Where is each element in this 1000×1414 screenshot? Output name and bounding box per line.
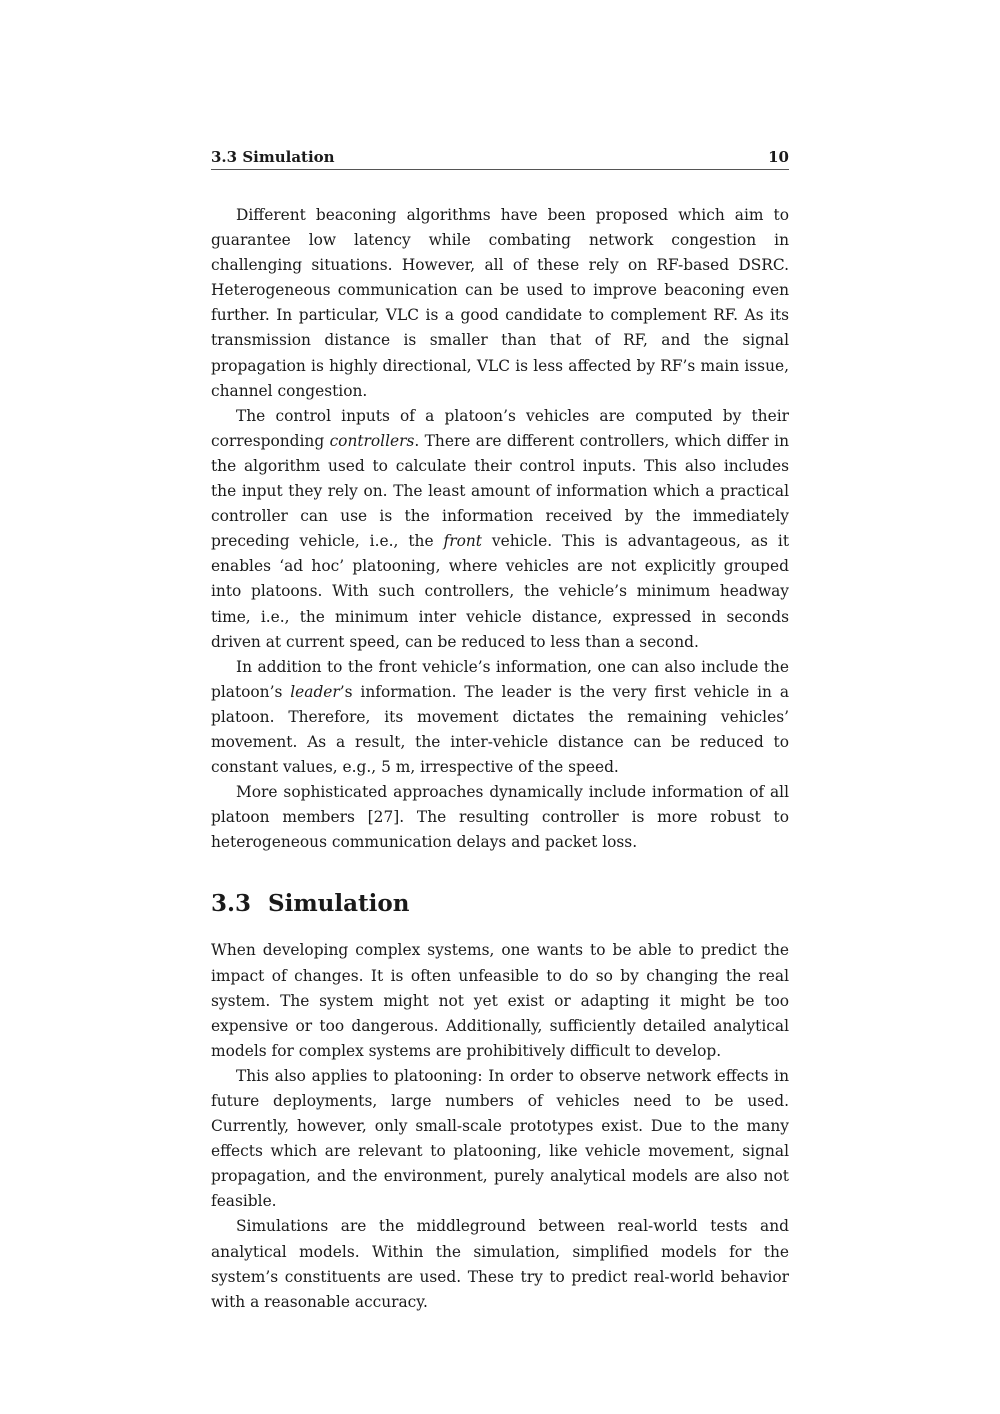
text-run: ’s information. The leader is the very first vehicle in a platoon. Therefore, its movement dictates the remaining vehicles’ movement. As a result, the inter-vehicle distance can be reduced to constant values, e.g., 5 m, irrespective of the speed.	[211, 682, 789, 777]
emphasis-front: front	[443, 532, 482, 551]
text-run: The control inputs of a platoon’s vehicles are computed by their corresponding	[211, 406, 789, 450]
paragraph-beaconing: Different beaconing algorithms have been proposed which aim to guarantee low latency while combating network congestion in challenging situations. However, all of these rely on RF-based DSRC. Heterogeneous communication can be used to improve beaconing even further. In particular, VLC is a good candidate to complement RF. As its transmission distance is smaller than that of RF, and the signal propagation is highly directional, VLC is less affected by RF’s main issue, channel congestion.	[211, 206, 789, 400]
section-title: Simulation	[268, 890, 410, 918]
paragraph-sophisticated: More sophisticated approaches dynamically include information of all platoon members [27]. The resulting controller is more robust to heterogeneous communication delays and packet loss.	[211, 783, 789, 852]
text-run: In addition to the front vehicle’s information, one can also include the platoon’s	[211, 657, 789, 701]
paragraph-platooning: This also applies to platooning: In order to observe network effects in future deployments, large numbers of vehicles need to be used. Currently, however, only small-scale prototypes exist. Due to the many effects which are relevant to platooning, like vehicle movement, signal propagation, and the environment, purely analytical models are also not feasible.	[211, 1066, 789, 1211]
paragraph-controllers	[211, 404, 789, 655]
running-head	[211, 148, 789, 170]
text-run: . There are different controllers, which differ in the algorithm used to calculate their control inputs. This also includes the input they rely on. The least amount of information which a practical controller can use is the information received by the immediately preceding vehicle, i.e., the	[211, 431, 789, 551]
text-run: vehicle. This is advantageous, as it enables ‘ad hoc’ platooning, where vehicles are not explicitly grouped into platoons. With such controllers, the vehicle’s minimum headway time, i.e., the minimum inter vehicle distance, expressed in seconds driven at current speed, can be reduced to less than a second.	[211, 532, 789, 651]
running-head-section: 3.3 Simulation	[211, 148, 335, 166]
emphasis-controllers: controllers	[329, 431, 415, 450]
emphasis-leader: leader	[290, 682, 340, 701]
section-number: 3.3	[211, 890, 252, 918]
section-heading	[211, 890, 789, 918]
page	[211, 148, 789, 1315]
body-text	[211, 203, 789, 1315]
page-number: 10	[768, 148, 789, 166]
paragraph-complex-systems: When developing complex systems, one wants to be able to predict the impact of changes. It is often unfeasible to do so by changing the real system. The system might not yet exist or adapting it might be too expensive or too dangerous. Additionally, sufficiently detailed analytical models for complex systems are prohibitively difficult to develop.	[211, 941, 789, 1060]
paragraph-leader	[211, 655, 789, 780]
paragraph-simulations: Simulations are the middleground between real-world tests and analytical models. Within the simulation, simplified models for the system’s constituents are used. These try to predict real-world behavior with a reasonable accuracy.	[211, 1217, 789, 1311]
